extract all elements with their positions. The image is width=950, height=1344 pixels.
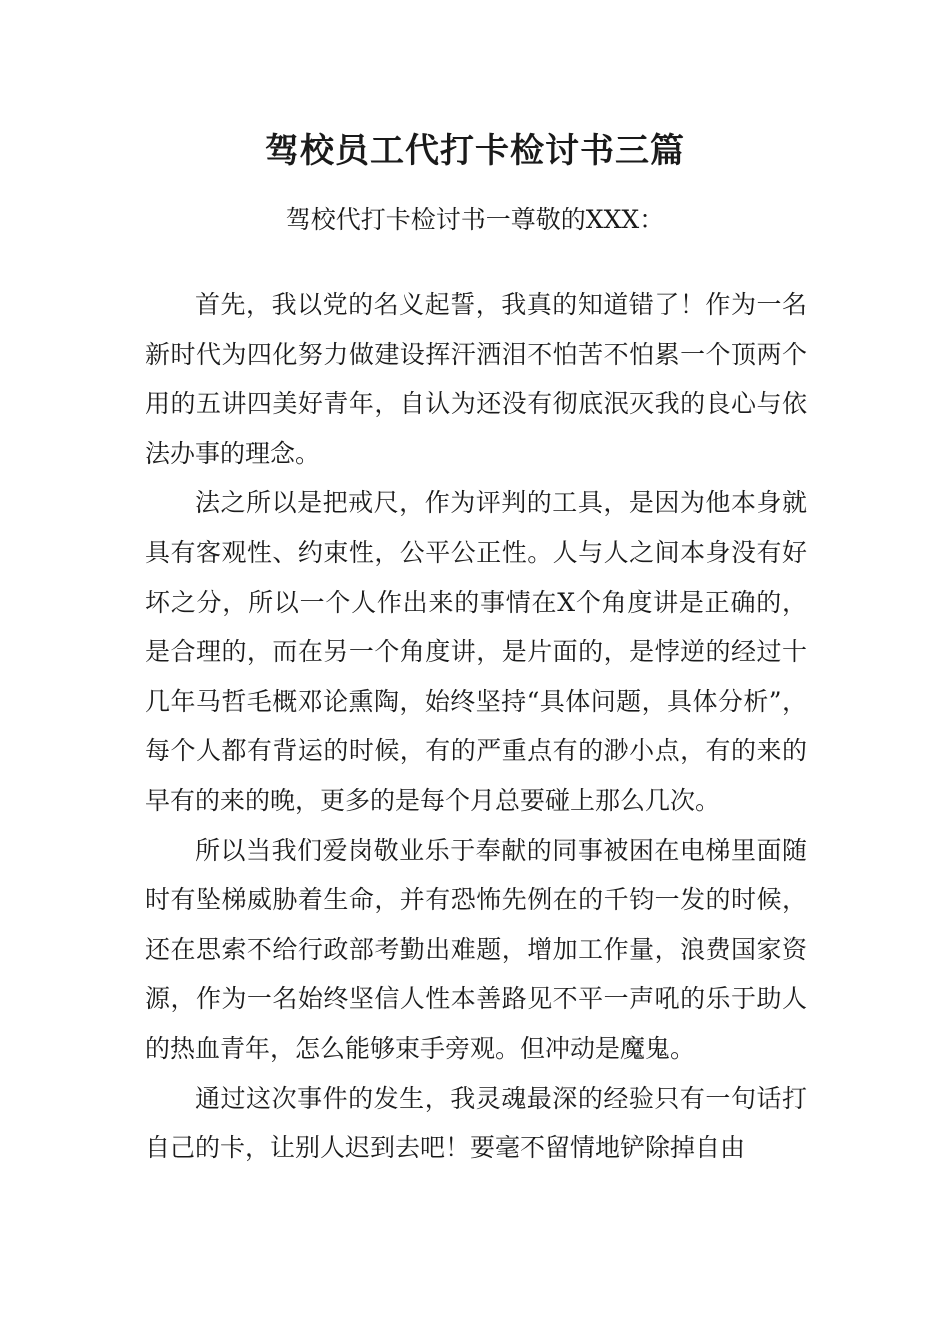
document-subtitle: 驾校代打卡检讨书一尊敬的XXX： [285,205,665,234]
paragraph: 通过这次事件的发生，我灵魂最深的经验只有一句话打自己的卡，让别人迟到去吧！要毫不留情地铲除掉自由 [145,1083,807,1163]
paragraph: 法之所以是把戒尺，作为评判的工具，是因为他本身就具有客观性、约束性，公平公正性。人与人之间本身没有好坏之分，所以一个人作出来的事情在X个角度讲是正确的，是合理的，而在另一个角度讲，是片面的，是悖逆的经过十几年马哲毛概邓论熏陶，始终坚持“具体问题，具体分析”，每个人都有背运的时候，有的严重点有的渺小点，有的来的早有的来的晚，更多的是每个月总要碰上那么几次。 [145,488,807,815]
paragraph: 首先，我以党的名义起誓，我真的知道错了！作为一名新时代为四化努力做建设挥汗洒泪不怕苦不怕累一个顶两个用的五讲四美好青年，自认为还没有彻底泯灭我的良心与依法办事的理念。 [145,290,807,468]
document-body [145,280,807,1173]
paragraph: 所以当我们爱岗敬业乐于奉献的同事被困在电梯里面随时有坠梯威胁着生命，并有恐怖先例在的千钧一发的时候，还在思索不给行政部考勤出难题，增加工作量，浪费国家资源，作为一名始终坚信人性本善路见不平一声吼的乐于助人的热血青年，怎么能够束手旁观。但冲动是魔鬼。 [145,835,807,1063]
document-title: 驾校员工代打卡检讨书三篇 [265,131,685,171]
